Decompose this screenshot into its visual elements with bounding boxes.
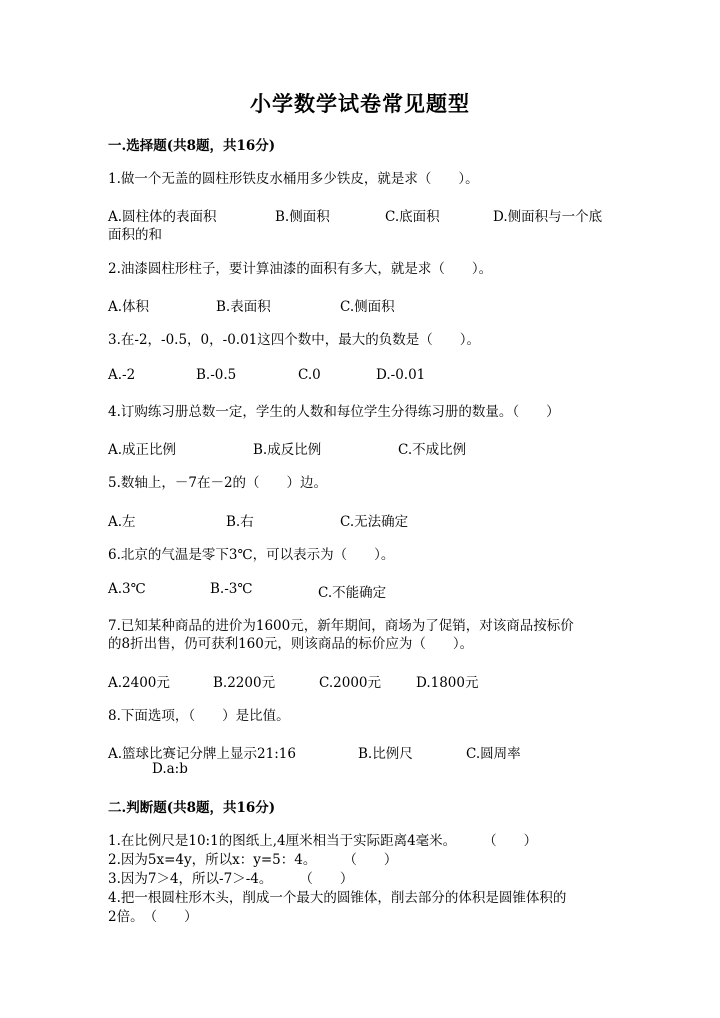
question-1: 1.做一个无盖的圆柱形铁皮水桶用多少铁皮，就是求（ ）。	[108, 171, 479, 187]
question-7-options	[108, 671, 628, 691]
question-3: 3.在-2，-0.5，0，-0.01这四个数中，最大的负数是（ ）。	[108, 332, 481, 348]
option-b: B.2200元	[213, 675, 276, 691]
option-a: A.篮球比赛记分牌上显示21:16	[108, 746, 296, 762]
option-a: A.左	[108, 514, 136, 530]
section-heading-choice: 一.选择题(共8题，共16分)	[108, 138, 276, 154]
option-b: B.比例尺	[358, 746, 413, 762]
option-a: A.-2	[108, 367, 136, 383]
question-4: 4.订购练习册总数一定，学生的人数和每位学生分得练习册的数量。（ ）	[108, 404, 560, 420]
option-a: A.成正比例	[108, 442, 177, 458]
question-5-options	[108, 510, 628, 530]
question-1-options	[108, 205, 628, 225]
option-b: B.-3℃	[210, 581, 253, 597]
option-c: C.不成比例	[398, 442, 467, 458]
option-d: D.1800元	[416, 675, 479, 691]
option-c: C.2000元	[319, 675, 381, 691]
option-b: B.成反比例	[253, 442, 322, 458]
option-a: A.圆柱体的表面积	[108, 209, 217, 225]
option-d-continuation: 面积的和	[108, 227, 162, 243]
option-d: D.侧面积与一个底	[493, 209, 603, 225]
judgement-item-2: 2.因为5x=4y，所以x：y=5：4。 （ ）	[108, 852, 398, 868]
page-title: 小学数学试卷常见题型	[250, 91, 470, 116]
question-2: 2.油漆圆柱形柱子，要计算油漆的面积有多大，就是求（ ）。	[108, 261, 493, 277]
question-2-options	[108, 295, 628, 315]
question-6: 6.北京的气温是零下3℃，可以表示为（ ）。	[108, 547, 395, 563]
option-c: C.无法确定	[340, 514, 409, 530]
option-b: B.-0.5	[196, 367, 237, 383]
section-heading-judgement: 二.判断题(共8题，共16分)	[108, 800, 276, 816]
option-a: A.2400元	[108, 675, 170, 691]
option-c: C.不能确定	[318, 585, 387, 601]
option-a: A.3℃	[108, 581, 146, 597]
option-b: B.侧面积	[275, 209, 330, 225]
question-7-line-2: 的8折出售，仍可获利160元，则该商品的标价应为（ ）。	[108, 636, 474, 652]
judgement-item-4: 4.把一根圆柱形木头，削成一个最大的圆锥体，削去部分的体积是圆锥体积的	[108, 890, 567, 906]
option-c: C.底面积	[385, 209, 440, 225]
question-8-options	[108, 742, 628, 762]
option-b: B.表面积	[216, 299, 271, 315]
question-4-options	[108, 438, 628, 458]
judgement-item-4-line-2: 2倍。 （ ）	[108, 909, 198, 925]
question-8: 8.下面选项，（ ）是比值。	[108, 708, 290, 724]
option-d: D.-0.01	[376, 367, 426, 383]
question-3-options	[108, 367, 628, 387]
judgement-item-1: 1.在比例尺是10:1的图纸上,4厘米相当于实际距离4毫米。 （ ）	[108, 833, 538, 849]
judgement-item-3: 3.因为7＞4，所以-7＞-4。 （ ）	[108, 871, 354, 887]
question-5: 5.数轴上，－7在－2的（ ）边。	[108, 475, 328, 491]
question-6-options	[108, 581, 628, 601]
option-b: B.右	[226, 514, 254, 530]
option-c: C.圆周率	[466, 746, 521, 762]
option-d: D.a:b	[152, 761, 188, 777]
option-c: C.侧面积	[340, 299, 395, 315]
option-c: C.0	[298, 367, 321, 383]
question-7: 7.已知某种商品的进价为1600元，新年期间，商场为了促销，对该商品按标价	[108, 618, 574, 634]
option-a: A.体积	[108, 299, 150, 315]
